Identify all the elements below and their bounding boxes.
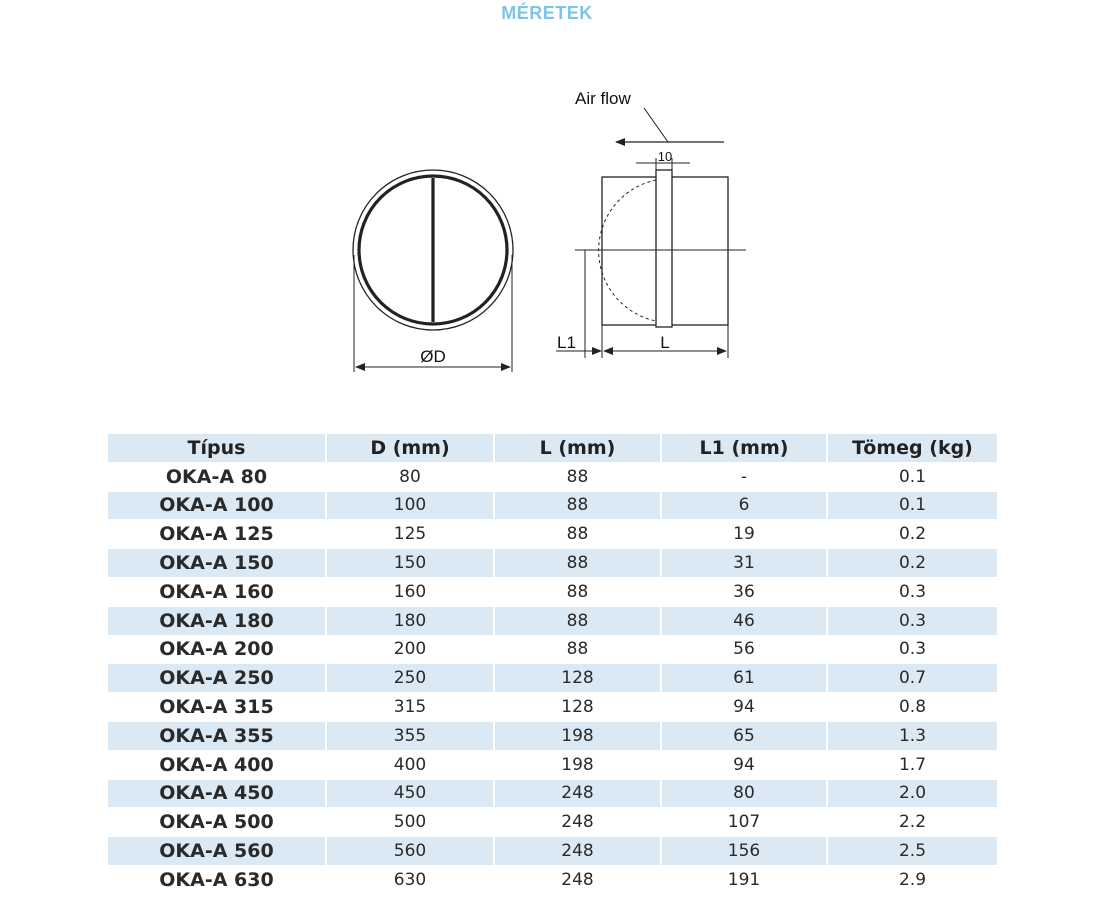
type-cell: OKA-A 500 <box>108 808 327 836</box>
weight-cell: 0.7 <box>828 664 997 692</box>
front-view <box>353 170 513 372</box>
l1-cell: 56 <box>662 636 828 664</box>
l1-cell: 94 <box>662 693 828 721</box>
l1-cell: 107 <box>662 808 828 836</box>
length-cell: 88 <box>495 636 662 664</box>
length-cell: 88 <box>495 607 662 635</box>
diameter-cell: 250 <box>327 664 495 692</box>
table-row <box>108 463 997 491</box>
length-cell: 88 <box>495 549 662 577</box>
table-row <box>108 607 997 635</box>
type-cell: OKA-A 180 <box>108 607 327 635</box>
weight-cell: 0.1 <box>828 492 997 520</box>
length-cell: 88 <box>495 492 662 520</box>
weight-cell: 0.3 <box>828 607 997 635</box>
diameter-cell: 450 <box>327 780 495 808</box>
type-cell: OKA-A 355 <box>108 722 327 750</box>
type-cell: OKA-A 250 <box>108 664 327 692</box>
header-type: Típus <box>108 434 327 462</box>
l1-cell: 156 <box>662 837 828 865</box>
valve-flange <box>656 170 672 327</box>
airflow-leader <box>644 108 668 142</box>
diameter-label: ØD <box>420 347 446 366</box>
weight-cell: 0.2 <box>828 549 997 577</box>
table-body <box>108 463 997 894</box>
weight-cell: 0.3 <box>898 581 927 602</box>
page-title: MÉRETEK <box>501 3 593 23</box>
l1-cell: 80 <box>662 780 828 808</box>
weight-cell: 2.9 <box>898 869 927 890</box>
table-row <box>108 549 997 577</box>
diameter-cell: 355 <box>327 722 495 750</box>
diameter-cell: 200 <box>327 636 495 664</box>
length-cell: 128 <box>495 693 662 721</box>
length-cell: 88 <box>495 520 662 548</box>
length-cell: 248 <box>495 866 662 894</box>
weight-cell: 2.0 <box>828 780 997 808</box>
table-row <box>108 780 997 808</box>
table-row <box>108 693 997 721</box>
table-row <box>108 664 997 692</box>
length-cell: 128 <box>495 664 662 692</box>
L1-label: L1 <box>557 333 576 352</box>
weight-cell: 2.2 <box>898 812 927 833</box>
diameter-cell: 315 <box>327 693 495 721</box>
weight-cell: 1.3 <box>828 722 997 750</box>
dimensions-table <box>108 433 997 895</box>
l1-cell: 19 <box>662 520 828 548</box>
weight-cell: 0.3 <box>898 639 927 660</box>
type-cell: OKA-A 200 <box>108 636 327 664</box>
diameter-cell: 150 <box>327 549 495 577</box>
type-cell: OKA-A 80 <box>108 463 327 491</box>
type-cell: OKA-A 630 <box>108 866 327 894</box>
length-cell: 88 <box>495 463 662 491</box>
header-length: L (mm) <box>495 434 662 462</box>
table-row <box>108 520 997 548</box>
type-cell: OKA-A 450 <box>108 780 327 808</box>
length-cell: 248 <box>495 808 662 836</box>
table-row <box>108 578 997 606</box>
table-row <box>108 837 997 865</box>
weight-cell: 1.7 <box>898 754 927 775</box>
diameter-cell: 630 <box>327 866 495 894</box>
table-row <box>108 636 997 664</box>
l1-cell: 31 <box>662 549 828 577</box>
length-cell: 248 <box>495 780 662 808</box>
table-row <box>108 808 997 836</box>
length-cell: 198 <box>495 751 662 779</box>
diameter-cell: 80 <box>327 463 495 491</box>
header-diameter: D (mm) <box>327 434 495 462</box>
l1-cell: 61 <box>662 664 828 692</box>
diameter-cell: 560 <box>327 837 495 865</box>
l1-cell: 46 <box>662 607 828 635</box>
length-cell: 248 <box>495 837 662 865</box>
type-cell: OKA-A 100 <box>108 492 327 520</box>
diameter-cell: 160 <box>327 578 495 606</box>
table-row <box>108 751 997 779</box>
weight-cell: 0.2 <box>898 524 927 545</box>
l1-cell: 191 <box>662 866 828 894</box>
diameter-cell: 400 <box>327 751 495 779</box>
airflow-label: Air flow <box>575 89 631 108</box>
l1-cell: - <box>662 463 828 491</box>
l1-cell: 65 <box>662 722 828 750</box>
technical-drawing <box>0 0 1111 430</box>
diameter-cell: 180 <box>327 607 495 635</box>
diameter-cell: 100 <box>327 492 495 520</box>
side-view <box>556 108 746 358</box>
length-cell: 88 <box>495 578 662 606</box>
header-l1: L1 (mm) <box>662 434 828 462</box>
type-cell: OKA-A 560 <box>108 837 327 865</box>
l1-cell: 36 <box>662 578 828 606</box>
weight-cell: 0.8 <box>898 697 927 718</box>
diameter-cell: 500 <box>327 808 495 836</box>
l1-cell: 6 <box>662 492 828 520</box>
weight-cell: 0.1 <box>898 466 927 487</box>
diameter-cell: 125 <box>327 520 495 548</box>
flange-dimension-label: 10 <box>657 149 673 164</box>
table-row <box>108 866 997 894</box>
type-cell: OKA-A 150 <box>108 549 327 577</box>
table-row <box>108 492 997 520</box>
header-weight: Tömeg (kg) <box>828 434 997 462</box>
table-row <box>108 722 997 750</box>
l1-cell: 94 <box>662 751 828 779</box>
weight-cell: 2.5 <box>828 837 997 865</box>
type-cell: OKA-A 125 <box>108 520 327 548</box>
table-header-row <box>108 434 997 462</box>
type-cell: OKA-A 315 <box>108 693 327 721</box>
type-cell: OKA-A 160 <box>108 578 327 606</box>
length-cell: 198 <box>495 722 662 750</box>
type-cell: OKA-A 400 <box>108 751 327 779</box>
L-label: L <box>660 333 670 352</box>
